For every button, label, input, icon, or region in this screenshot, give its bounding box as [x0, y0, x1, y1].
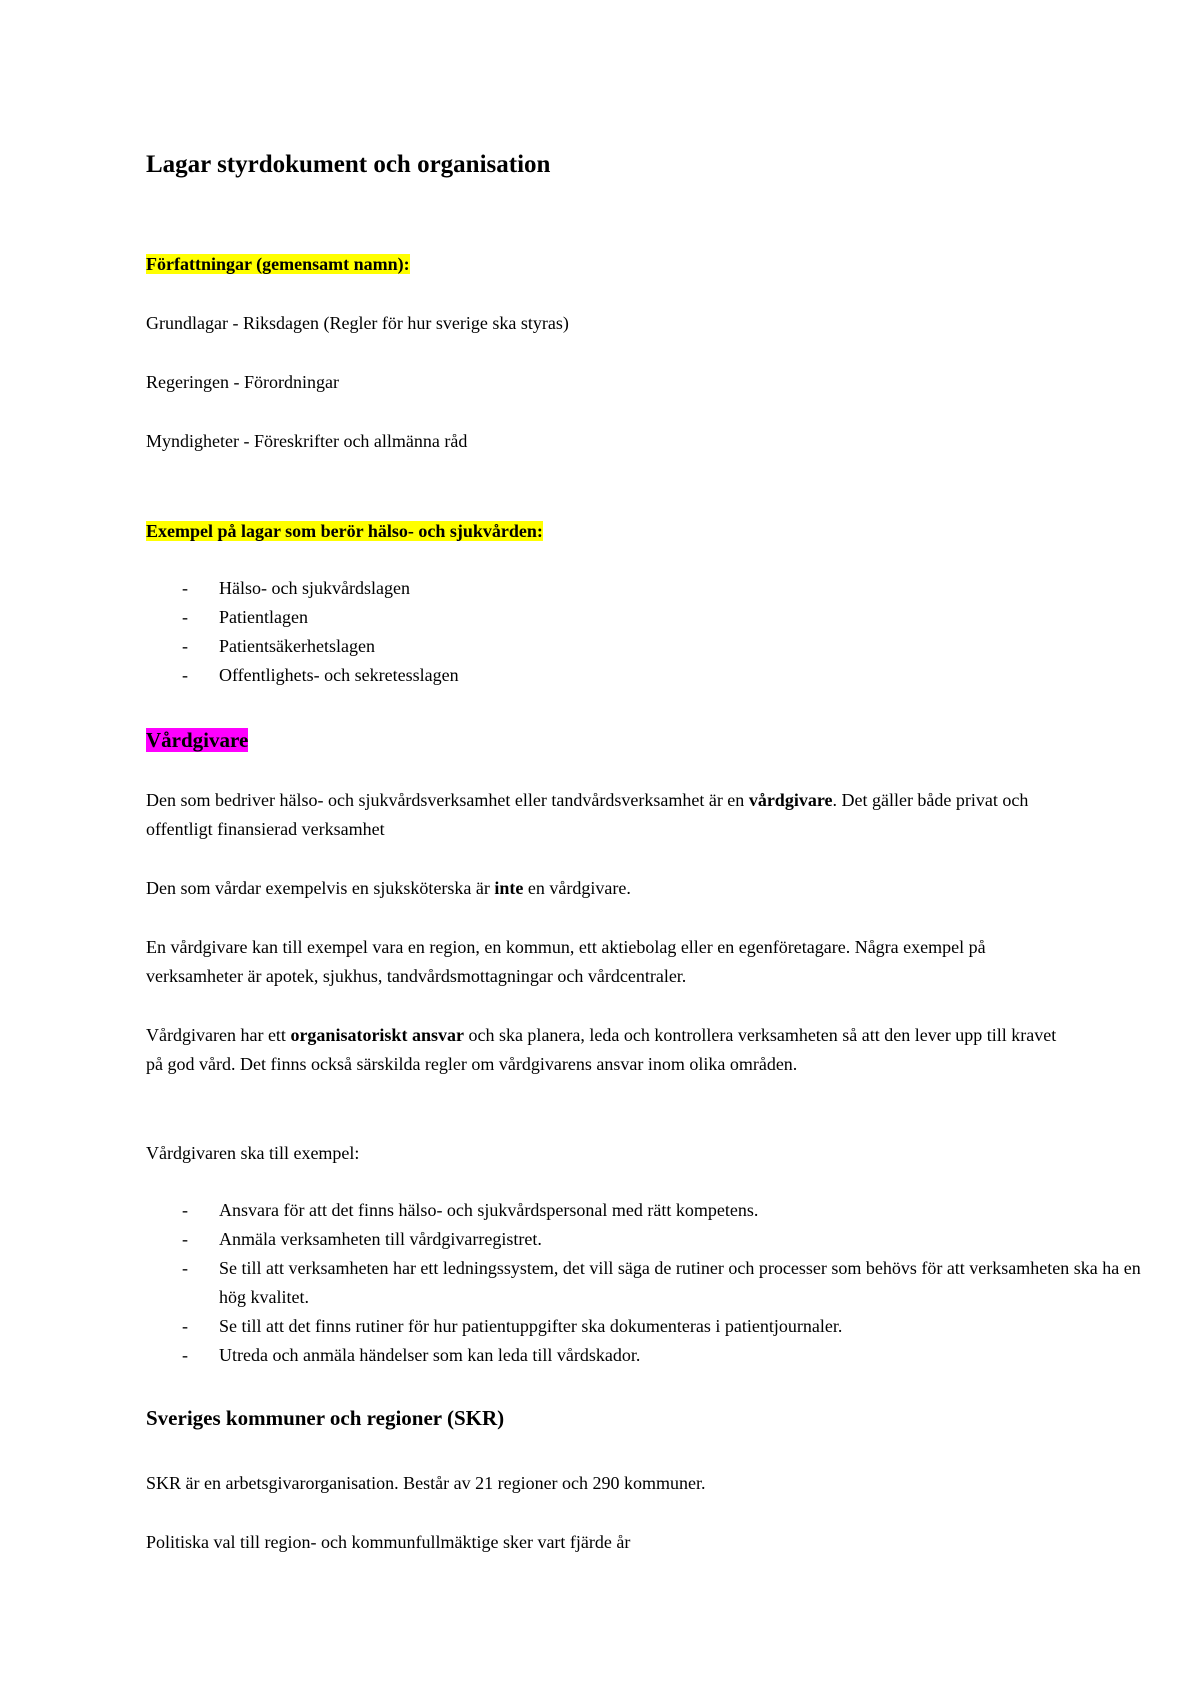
list-item — [146, 1312, 1166, 1341]
vardgivare-paragraph — [146, 1021, 1066, 1079]
forfattningar-heading — [146, 250, 410, 279]
skr-paragraph: Politiska val till region- och kommunfullmäktige sker vart fjärde år — [146, 1532, 631, 1552]
dash-bullet: - — [182, 1258, 188, 1278]
list-item-text: Se till att det finns rutiner för hur patientuppgifter ska dokumenteras i patientjournaler. — [219, 1316, 843, 1336]
dash-bullet: - — [182, 1200, 188, 1220]
text-run: . Det gäller både privat och offentligt finansierad verksamhet — [146, 790, 1029, 839]
vardgivare-paragraph: En vårdgivare kan till exempel vara en region, en kommun, ett aktiebolag eller en egenföretagare. Några exempel på verksamheter är apotek, sjukhus, tandvårdsmottagningar och vårdcentraler. — [146, 937, 986, 986]
list-item-text: Patientsäkerhetslagen — [219, 636, 375, 656]
exempel-heading — [146, 517, 543, 546]
skr-heading: Sveriges kommuner och regioner (SKR) — [146, 1406, 505, 1430]
list-item — [146, 1196, 1166, 1225]
vardgivare-paragraph — [146, 874, 631, 903]
dash-bullet: - — [182, 665, 188, 685]
text-run: Vårdgivaren har ett — [146, 1025, 291, 1045]
list-item — [146, 1254, 1166, 1312]
list-item-text: Anmäla verksamheten till vårdgivarregistret. — [219, 1229, 542, 1249]
dash-bullet: - — [182, 607, 188, 627]
list-item-text: Patientlagen — [219, 607, 308, 627]
list-item-text: Utreda och anmäla händelser som kan leda till vårdskador. — [219, 1345, 641, 1365]
list-item-text: Hälso- och sjukvårdslagen — [219, 578, 410, 598]
forfattningar-line: Myndigheter - Föreskrifter och allmänna råd — [146, 431, 468, 451]
text-run: och ska planera, leda och kontrollera verksamheten så att den lever upp till kravet på god vård. Det finns också särskilda regler om vårdgivarens ansvar inom olika områden. — [146, 1025, 1057, 1074]
dash-bullet: - — [182, 636, 188, 656]
vardgivare-paragraph: Vårdgivaren ska till exempel: — [146, 1143, 360, 1163]
vardgivare-list — [146, 1196, 1166, 1370]
text-run: en vårdgivare. — [523, 878, 631, 898]
forfattningar-line: Grundlagar - Riksdagen (Regler för hur sverige ska styras) — [146, 313, 569, 333]
dash-bullet: - — [182, 1345, 188, 1365]
list-item — [146, 661, 1166, 690]
list-item-text: Offentlighets- och sekretesslagen — [219, 665, 459, 685]
text-run: Den som vårdar exempelvis en sjuksköterska är — [146, 878, 495, 898]
list-item — [146, 603, 1166, 632]
list-item — [146, 1225, 1166, 1254]
text-run: Den som bedriver hälso- och sjukvårdsverksamhet eller tandvårdsverksamhet är en — [146, 790, 749, 810]
bold-term: organisatoriskt ansvar — [290, 1025, 464, 1045]
skr-paragraph: SKR är en arbetsgivarorganisation. Består av 21 regioner och 290 kommuner. — [146, 1473, 706, 1493]
list-item — [146, 1341, 1166, 1370]
dash-bullet: - — [182, 1316, 188, 1336]
exempel-list — [146, 574, 1166, 690]
list-item-text: Se till att verksamheten har ett ledningssystem, det vill säga de rutiner och processer som behövs för att verksamheten ska ha en hög kvalitet. — [219, 1258, 1141, 1307]
vardgivare-paragraph — [146, 786, 1066, 844]
list-item — [146, 574, 1166, 603]
forfattningar-heading-text: Författningar (gemensamt namn): — [146, 254, 410, 274]
list-item-text: Ansvara för att det finns hälso- och sjukvårdspersonal med rätt kompetens. — [219, 1200, 759, 1220]
bold-term: vårdgivare — [748, 790, 833, 810]
vardgivare-heading — [146, 727, 248, 753]
bold-term: inte — [494, 878, 524, 898]
list-item — [146, 632, 1166, 661]
exempel-heading-text: Exempel på lagar som berör hälso- och sjukvården: — [146, 521, 543, 541]
vardgivare-heading-text: Vårdgivare — [146, 728, 249, 752]
page-title: Lagar styrdokument och organisation — [146, 151, 551, 178]
forfattningar-line: Regeringen - Förordningar — [146, 372, 339, 392]
dash-bullet: - — [182, 578, 188, 598]
dash-bullet: - — [182, 1229, 188, 1249]
